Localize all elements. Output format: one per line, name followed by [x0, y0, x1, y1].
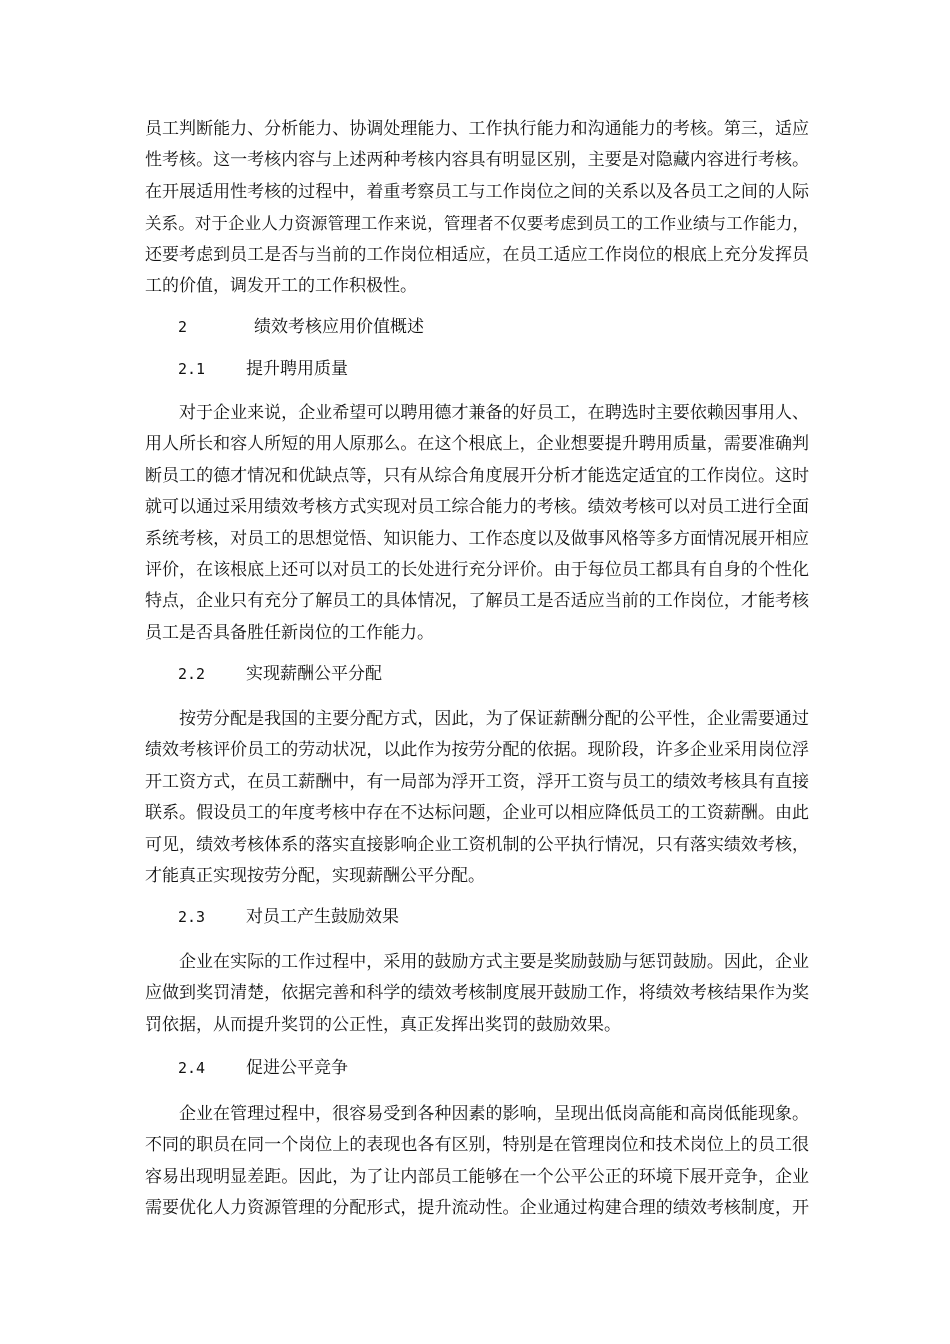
text-line: 用人所长和容人所短的用人原那么。在这个根底上，企业想要提升聘用质量，需要准确判	[145, 434, 809, 455]
section-number: 2	[178, 318, 188, 336]
section-title: 实现薪酬公平分配	[246, 664, 382, 684]
section-number: 2.2	[178, 665, 206, 683]
text-line: 员工判断能力、分析能力、协调处理能力、工作执行能力和沟通能力的考核。第三，适应	[145, 119, 809, 139]
text-line: 绩效考核评价员工的劳动状况，以此作为按劳分配的依据。现阶段，许多企业采用岗位浮	[145, 740, 809, 761]
text-line: 还要考虑到员工是否与当前的工作岗位相适应，在员工适应工作岗位的根底上充分发挥员	[145, 244, 809, 265]
section-title: 促进公平竞争	[246, 1058, 348, 1078]
text-line: 应做到奖罚清楚，依据完善和科学的绩效考核制度展开鼓励工作，将绩效考核结果作为奖	[145, 983, 809, 1004]
paragraph-recruitment	[145, 398, 809, 649]
text-line: 特点，企业只有充分了解员工的具体情况，了解员工是否适应当前的工作岗位，才能考核	[145, 591, 809, 612]
text-line: 罚依据，从而提升奖罚的公正性，真正发挥出奖罚的鼓励效果。	[145, 1014, 621, 1035]
text-line: 系统考核，对员工的思想觉悟、知识能力、工作态度以及做事风格等多方面情况展开相应	[145, 528, 809, 549]
text-line: 评价，在该根底上还可以对员工的长处进行充分评价。由于每位员工都具有自身的个性化	[145, 559, 809, 580]
text-line: 工的价值，调发开工的工作积极性。	[145, 275, 417, 296]
text-line: 断员工的德才情况和优缺点等，只有从综合角度展开分析才能选定适宜的工作岗位。这时	[145, 465, 809, 486]
section-number: 2.3	[178, 908, 206, 926]
section-number: 2.1	[178, 360, 206, 378]
text-line: 关系。对于企业人力资源管理工作来说，管理者不仅要考虑到员工的工作业绩与工作能力，	[145, 214, 809, 234]
text-line: 可见，绩效考核体系的落实直接影响企业工资机制的公平执行情况，只有落实绩效考核，	[145, 834, 809, 855]
text-line: 对于企业来说，企业希望可以聘用德才兼备的好员工，在聘选时主要依赖因事用人、	[179, 403, 809, 423]
text-line: 企业在管理过程中，很容易受到各种因素的影响，呈现出低岗高能和高岗低能现象。	[179, 1104, 809, 1124]
text-line: 才能真正实现按劳分配，实现薪酬公平分配。	[145, 865, 485, 886]
text-line: 性考核。这一考核内容与上述两种考核内容具有明显区别，主要是对隐藏内容进行考核。	[145, 150, 809, 171]
text-line: 就可以通过采用绩效考核方式实现对员工综合能力的考核。绩效考核可以对员工进行全面	[145, 497, 809, 518]
section-title: 提升聘用质量	[246, 359, 348, 379]
section-title: 对员工产生鼓励效果	[246, 907, 399, 927]
text-line: 需要优化人力资源管理的分配形式，提升流动性。企业通过构建合理的绩效考核制度，开	[145, 1198, 809, 1219]
section-title: 绩效考核应用价值概述	[254, 317, 424, 337]
section-number: 2.4	[178, 1059, 206, 1077]
paragraph-incentive	[145, 947, 809, 1041]
text-line: 联系。假设员工的年度考核中存在不达标问题，企业可以相应降低员工的工资薪酬。由此	[145, 803, 809, 824]
text-line: 开工资方式，在员工薪酬中，有一局部为浮开工资，浮开工资与员工的绩效考核具有直接	[145, 771, 809, 792]
paragraph-competition	[145, 1099, 809, 1225]
text-line: 在开展适用性考核的过程中，着重考察员工与工作岗位之间的关系以及各员工之间的人际	[145, 181, 809, 202]
text-line: 容易出现明显差距。因此，为了让内部员工能够在一个公平公正的环境下展开竞争，企业	[145, 1166, 809, 1187]
text-line: 企业在实际的工作过程中，采用的鼓励方式主要是奖励鼓励与惩罚鼓励。因此，企业	[179, 952, 809, 972]
paragraph-salary	[145, 704, 809, 892]
paragraph-intro	[145, 114, 809, 302]
text-line: 不同的职员在同一个岗位上的表现也各有区别，特别是在管理岗位和技术岗位上的员工很	[145, 1135, 809, 1156]
text-line: 按劳分配是我国的主要分配方式，因此，为了保证薪酬分配的公平性，企业需要通过	[179, 709, 809, 729]
text-line: 员工是否具备胜任新岗位的工作能力。	[145, 622, 434, 643]
